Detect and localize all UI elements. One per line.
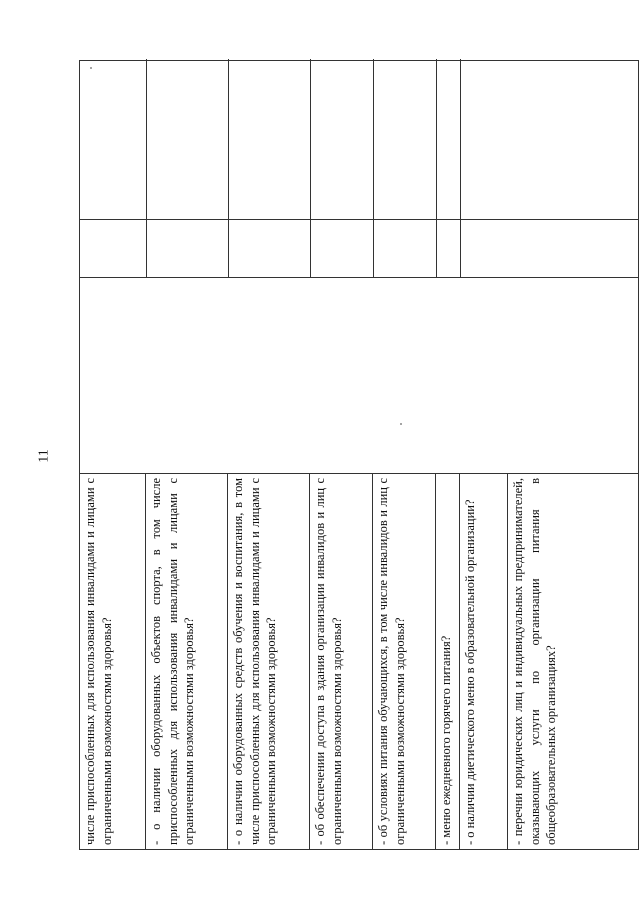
questions-column — [80, 473, 638, 849]
question-cell: - о наличии оборудованных средств обучения и воспитания, в том числе приспособленных для использования инвалидами и лицами с ограниченными возможностями здоровья? — [231, 478, 278, 845]
row-divider — [228, 59, 229, 219]
table-row — [310, 474, 373, 849]
answer-column-a — [80, 220, 638, 278]
table-row — [460, 474, 508, 849]
question-cell: - о наличии диетического меню в образовательной организации? — [463, 499, 477, 845]
table-row — [146, 474, 228, 849]
answer-column-b — [80, 59, 638, 220]
row-divider — [146, 220, 147, 277]
row-divider — [460, 59, 461, 219]
question-cell: - о наличии оборудованных объектов спорта, в том числе приспособленных для использования инвалидами и лицами с ограниченными возможностями здоровья? — [149, 478, 196, 845]
question-cell: - перечни юридических лиц и индивидуальных предпринимателей, оказывающих услуги по организации питания в общеобразовательных организациях? — [511, 478, 558, 845]
row-divider — [310, 59, 311, 219]
table-row — [228, 474, 310, 849]
table-row — [80, 474, 146, 849]
survey-table — [79, 60, 639, 850]
row-divider — [310, 220, 311, 277]
table-row — [508, 474, 640, 849]
row-divider — [436, 59, 437, 219]
row-divider — [146, 59, 147, 219]
blank-column — [80, 278, 638, 473]
question-cell: числе приспособленных для использования инвалидами и лицами с ограниченными возможностями здоровья? — [83, 478, 114, 845]
row-divider — [228, 220, 229, 277]
page-number: 11 — [36, 449, 52, 463]
survey-table-wrapper — [79, 60, 639, 850]
scan-speck — [90, 67, 92, 69]
question-cell: - об условиях питания обучающихся, в том числе инвалидов и лиц с ограниченными возможностями здоровья? — [376, 478, 407, 845]
question-cell: - об обеспечении доступа в здания организации инвалидов и лиц с ограниченными возможностями здоровья? — [313, 478, 344, 845]
scan-speck — [400, 423, 402, 425]
row-divider — [373, 220, 374, 277]
row-divider — [460, 220, 461, 277]
row-divider — [373, 59, 374, 219]
table-row — [373, 474, 436, 849]
question-cell: - меню ежедневного горячего питания? — [439, 635, 453, 845]
row-divider — [436, 220, 437, 277]
table-row — [436, 474, 460, 849]
